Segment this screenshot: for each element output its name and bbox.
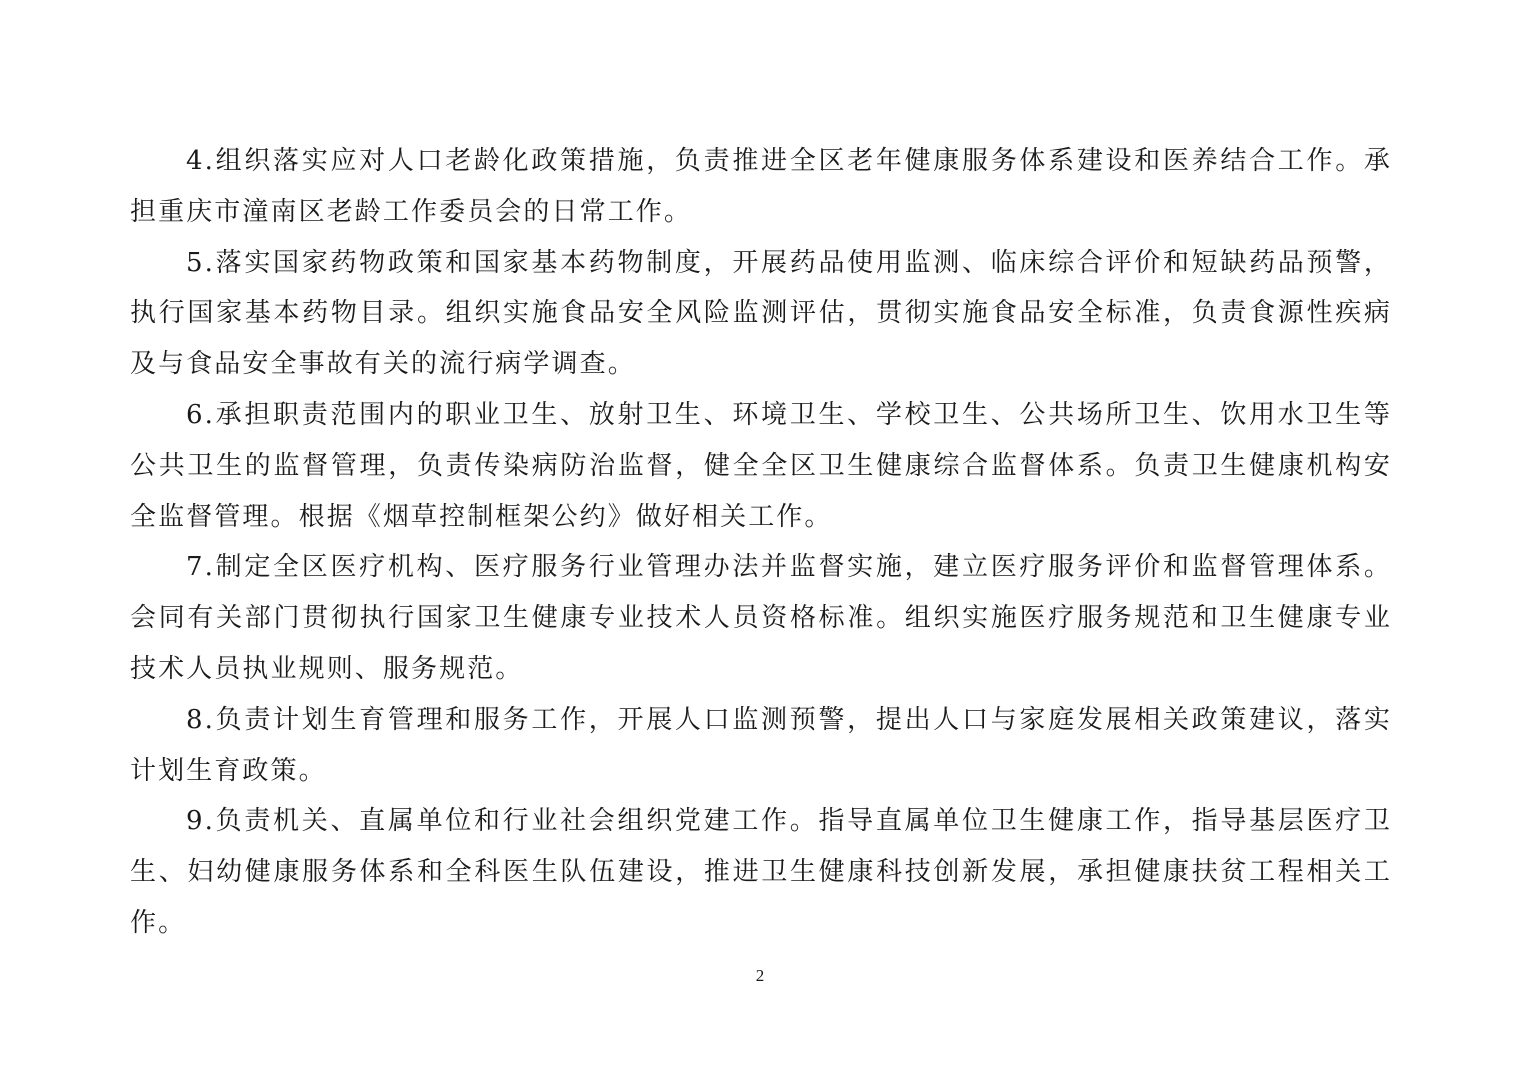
paragraph-item-6: 6.承担职责范围内的职业卫生、放射卫生、环境卫生、学校卫生、公共场所卫生、饮用水卫生等公共卫生的监督管理，负责传染病防治监督，健全全区卫生健康综合监督体系。负责卫生健康机构安全监督管理。根据《烟草控制框架公约》做好相关工作。 xyxy=(130,399,1392,532)
paragraph-item-5: 5.落实国家药物政策和国家基本药物制度，开展药品使用监测、临床综合评价和短缺药品预警，执行国家基本药物目录。组织实施食品安全风险监测评估，贯彻实施食品安全标准，负责食源性疾病及与食品安全事故有关的流行病学调查。 xyxy=(130,247,1392,380)
paragraph-item-9: 9.负责机关、直属单位和行业社会组织党建工作。指导直属单位卫生健康工作，指导基层医疗卫生、妇幼健康服务体系和全科医生队伍建设，推进卫生健康科技创新发展，承担健康扶贫工程相关工作。 xyxy=(130,806,1392,938)
document-body xyxy=(130,136,1392,949)
paragraph-item-4: 4.组织落实应对人口老龄化政策措施，负责推进全区老年健康服务体系建设和医养结合工作。承担重庆市潼南区老龄工作委员会的日常工作。 xyxy=(130,146,1392,227)
page-number: 2 xyxy=(755,966,765,985)
paragraph-item-7: 7.制定全区医疗机构、医疗服务行业管理办法并监督实施，建立医疗服务评价和监督管理体系。会同有关部门贯彻执行国家卫生健康专业技术人员资格标准。组织实施医疗服务规范和卫生健康专业技术人员执业规则、服务规范。 xyxy=(130,552,1392,684)
paragraph-item-8: 8.负责计划生育管理和服务工作，开展人口监测预警，提出人口与家庭发展相关政策建议，落实计划生育政策。 xyxy=(130,704,1392,786)
